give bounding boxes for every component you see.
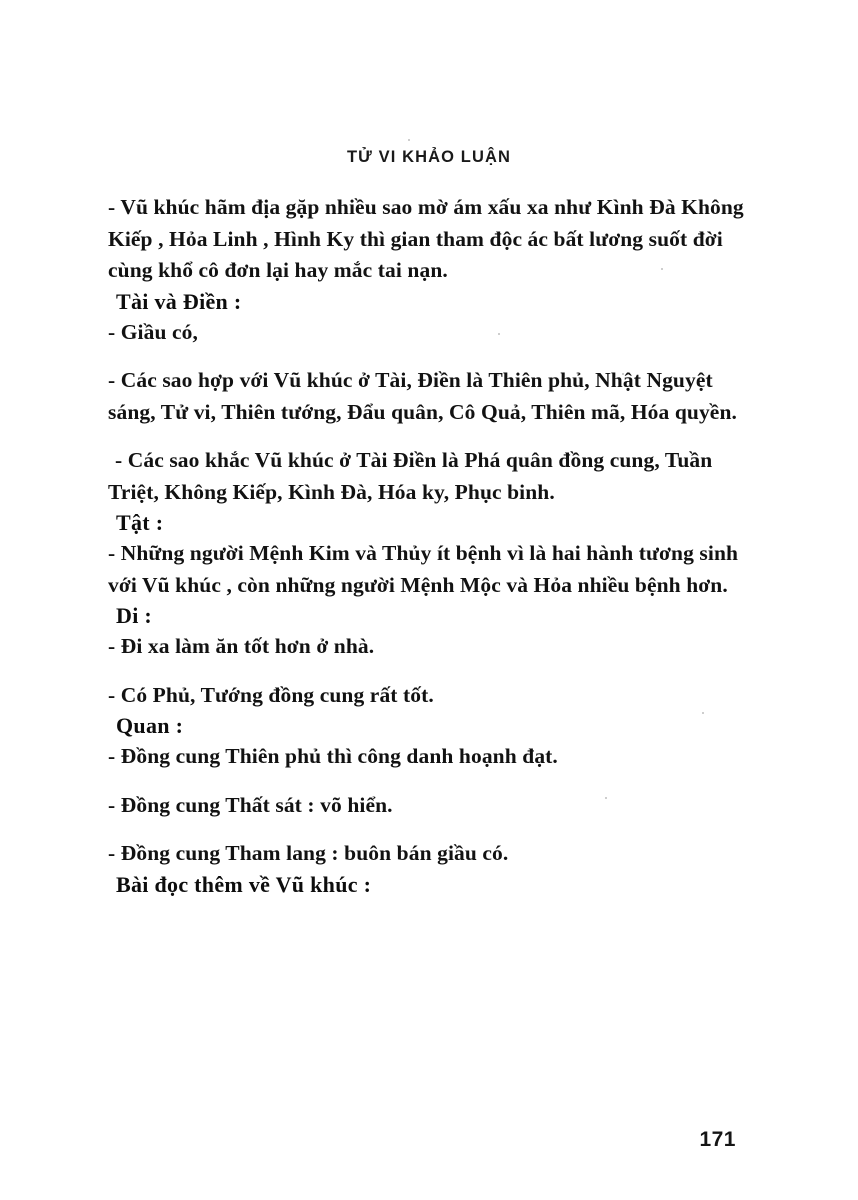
section-heading-bai-doc-them: Bài đọc thêm về Vũ khúc : [116, 871, 372, 897]
tat-line-1: - Những người Mệnh Kim và Thủy ít bệnh vì là hai hành tương sinh với Vũ khúc , còn những người Mệnh Mộc và Hỏa nhiều bệnh hơn. [108, 541, 739, 597]
page-body [108, 192, 750, 900]
tai-dien-line-2: - Các sao hợp với Vũ khúc ở Tài, Điền là Thiên phủ, Nhật Nguyệt sáng, Tử vi, Thiên tướng, Đẩu quân, Cô Quả, Thiên mã, Hóa quyền. [108, 368, 737, 424]
quan-line-2: - Đồng cung Thất sát : võ hiển. [108, 792, 393, 817]
page-number: 171 [699, 1128, 736, 1151]
quan-line-3: - Đồng cung Tham lang : buôn bán giầu có. [108, 841, 509, 865]
paragraph-intro: - Vũ khúc hãm địa gặp nhiều sao mờ ám xấu xa như Kình Đà Không Kiếp , Hỏa Linh , Hình Ky thì gian tham độc ác bất lương suốt đời cùng khổ cô đơn lại hay mắc tai nạn. [108, 195, 744, 282]
section-heading-tat: Tật : [116, 510, 164, 535]
running-head: TỬ VI KHẢO LUẬN [346, 148, 512, 166]
section-heading-quan: Quan : [116, 713, 184, 738]
tai-dien-line-3: - Các sao khắc Vũ khúc ở Tài Điền là Phá quân đồng cung, Tuần Triệt, Không Kiếp, Kình Đà, Hóa ky, Phục binh. [108, 448, 713, 504]
text-column [108, 0, 750, 1200]
tai-dien-line-1: - Giầu có, [108, 319, 198, 344]
di-line-1: - Đi xa làm ăn tốt hơn ở nhà. [108, 634, 375, 658]
section-heading-di: Di : [116, 603, 153, 628]
section-heading-tai-va-dien: Tài và Điền : [116, 288, 242, 314]
quan-line-1: - Đồng cung Thiên phủ thì công danh hoạnh đạt. [108, 744, 558, 768]
di-line-2: - Có Phủ, Tướng đồng cung rất tốt. [108, 682, 434, 707]
